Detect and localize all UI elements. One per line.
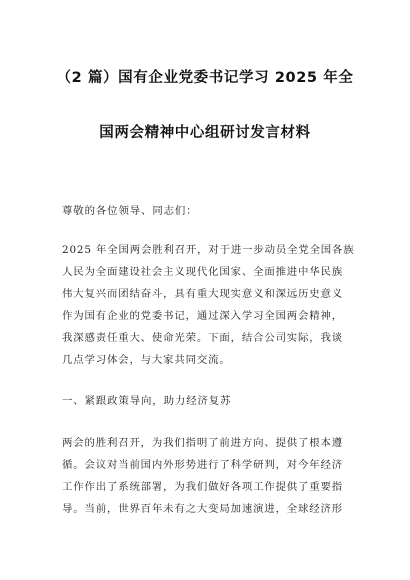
- salutation: 尊敬的各位领导、同志们：: [62, 205, 198, 217]
- section-heading-1: 一、紧跟政策导向，助力经济复苏: [62, 395, 232, 407]
- paragraph-line: 循。会议对当前国内外形势进行了科学研判，对今年经济: [62, 459, 344, 471]
- paragraph-line: 几点学习体会，与大家共同交流。: [62, 354, 231, 366]
- paragraph-line: 导。当前，世界百年未有之大变局加速演进，全球经济形: [62, 503, 344, 515]
- document-title-line-2: 国两会精神中心组研讨发言材料: [99, 125, 311, 141]
- paragraph-line: 伟大复兴而团结奋斗，具有重大现实意义和深远历史意义: [62, 288, 344, 300]
- paragraph-line: 作为国有企业的党委书记，通过深入学习全国两会精神，: [62, 310, 344, 322]
- paragraph-line: 2025 年全国两会胜利召开，对于进一步动员全党全国各族: [62, 244, 355, 256]
- document-title-line-1: （2 篇）国有企业党委书记学习 2025 年全: [56, 70, 354, 86]
- paragraph-line: 我深感责任重大、使命光荣。下面，结合公司实际，我谈: [62, 332, 344, 344]
- paragraph-line: 人民为全面建设社会主义现代化国家、全面推进中华民族: [62, 266, 344, 278]
- paragraph-line: 工作作出了系统部署，为我们做好各项工作提供了重要指: [62, 481, 344, 493]
- paragraph-line: 两会的胜利召开，为我们指明了前进方向、提供了根本遵: [62, 437, 344, 449]
